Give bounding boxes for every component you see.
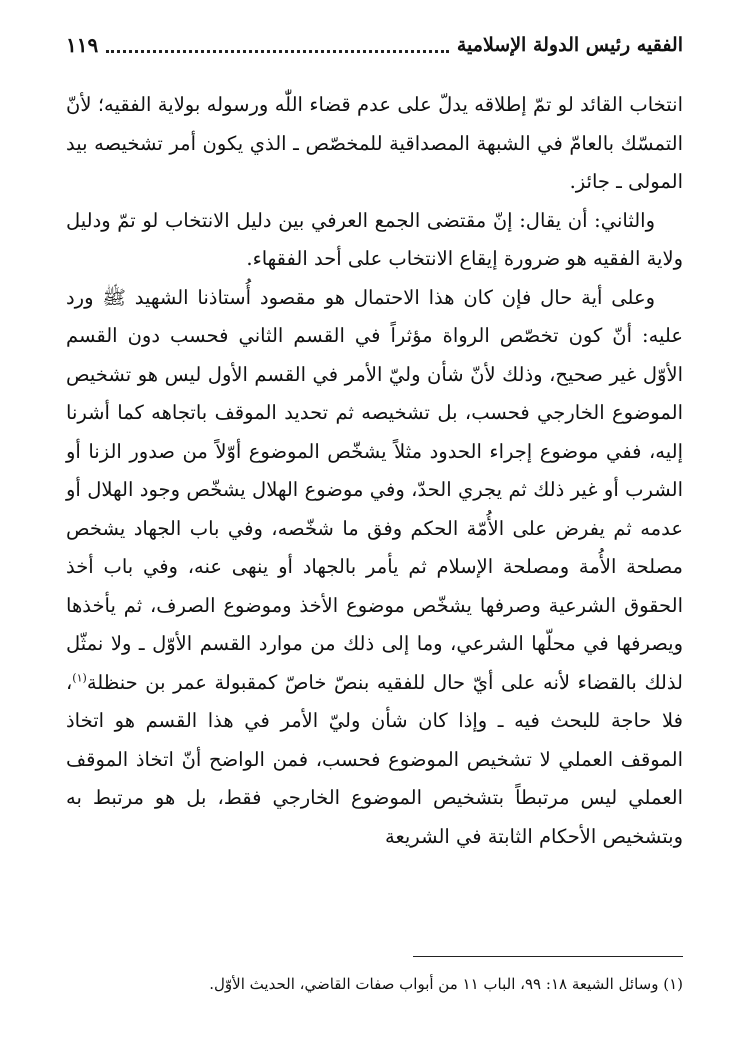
header-dot-leader xyxy=(106,46,449,53)
paragraph-2: والثاني: أن يقال: إنّ مقتضى الجمع العرفي بين دليل الانتخاب لو تمّ ودليل ولاية الفقيه هو ضرورة إيقاع الانتخاب على أحد الفقهاء. xyxy=(66,208,683,270)
paragraph-1: انتخاب القائد لو تمّ إطلاقه يدلّ على عدم قضاء اللّٰه ورسوله بولاية الفقيه؛ لأنّ التمسّك بالعامّ في الشبهة المصداقية للمخصّص ـ الذي يكون أمر تشخيصه بيد المولى ـ جائز. xyxy=(66,93,683,193)
header-title: الفقيه رئيس الدولة الإسلامية xyxy=(456,34,683,56)
paragraph-3-text-a: وعلى أية حال فإن كان هذا الاحتمال هو مقصود أُستاذنا الشهيد ﷺ ورد عليه: أنّ كون تخصّص الرواة مؤثراً في القسم الثاني فحسب دون القسم الأوّل غير صحيح، وذلك لأنّ شأن وليّ الأمر في القسم الأول ليس هو تشخيص الموضوع الخارجي فحسب، بل تشخيصه ثم تحديد الموقف باتجاهه كما أشرنا إليه، ففي موضوع إجراء الحدود مثلاً يشخّص الموضوع أوّلاً من صدور الزنا أو الشرب أو غير ذلك ثم يجري الحدّ، وفي موضوع الهلال يشخّص وجود الهلال أو عدمه ثم يفرض على الأُمّة الحكم وفق ما شخّصه، وفي باب الجهاد يشخص مصلحة الأُمة ومصلحة الإسلام ثم يأمر بالجهاد أو ينهى عنه، وفي باب أخذ الحقوق الشرعية وصرفها يشخّص موضوع الأخذ وموضوع الصرف، ثم يأخذها ويصرفها في محلّها الشرعي، وما إلى ذلك من موارد القسم الأوّل ـ ولا نمثّل لذلك بالقضاء لأنه على أيّ حال للفقيه بنصّ خاصّ كمقبولة عمر بن حنظلة xyxy=(66,285,683,694)
footnote: (١) وسائل الشيعة ١٨: ٩٩، الباب ١١ من أبواب صفات القاضي، الحديث الأوّل. xyxy=(209,975,683,993)
page-number: ١١٩ xyxy=(66,33,99,57)
footnote-reference: (١) xyxy=(72,671,87,684)
running-header xyxy=(66,28,683,62)
paragraph-3 xyxy=(66,279,683,857)
body-text xyxy=(66,86,683,856)
footnote-divider xyxy=(413,956,683,957)
paragraph-3-text-b: ، فلا حاجة للبحث فيه ـ وإذا كان شأن وليّ الأمر في هذا القسم هو اتخاذ الموقف العملي لا تشخيص الموضوع فحسب، فمن الواضح أنّ اتخاذ الموقف العملي ليس مرتبطاً بتشخيص الموضوع الخارجي فقط، بل هو مرتبط به وبتشخيص الأحكام الثابتة في الشريعة xyxy=(66,670,683,848)
